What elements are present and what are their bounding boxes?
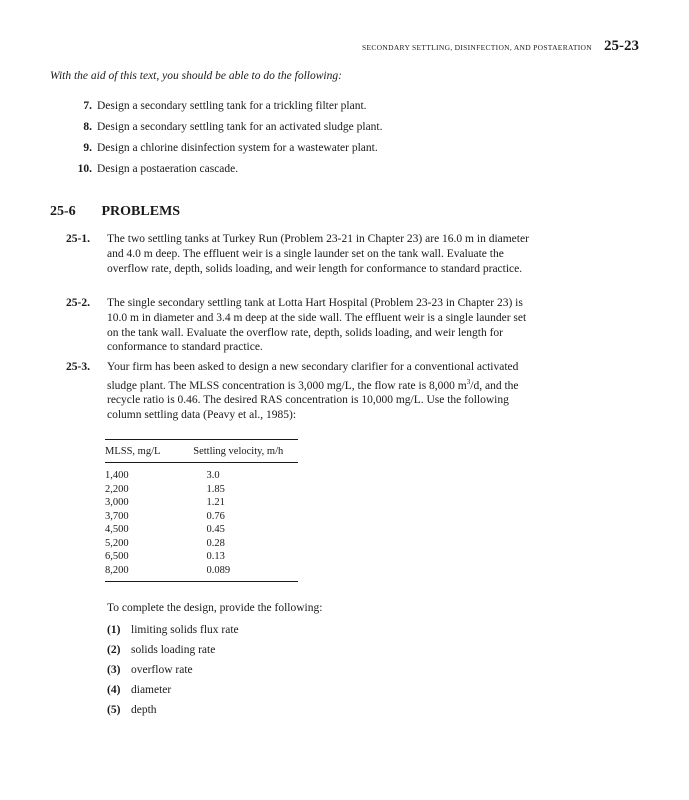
velocity-cell: 0.28 <box>206 537 225 549</box>
running-head <box>362 38 639 55</box>
objectives-intro: With the aid of this text, you should be able to do the following: <box>50 70 342 82</box>
velocity-cell: 0.76 <box>206 510 225 522</box>
velocity-cell: 0.089 <box>179 564 298 582</box>
mlss-cell: 3,700 <box>105 510 129 522</box>
problem-25-3 <box>50 360 540 423</box>
velocity-cell: 1.85 <box>206 483 225 495</box>
table-row <box>105 537 298 551</box>
table-row <box>105 564 298 582</box>
settling-data-table <box>105 439 298 582</box>
problem-text: The two settling tanks at Turkey Run (Problem 23-21 in Chapter 23) are 16.0 m in diameter and 4.0 m deep. The effluent weir is a single launder set on the tank wall. Evaluate the overflow rate, depth, solids loading, and weir length for conformance to standard practice. <box>107 233 529 275</box>
velocity-cell: 3.0 <box>206 470 220 481</box>
requirement-number: (4) <box>107 684 121 696</box>
requirement-text: diameter <box>131 684 172 696</box>
problem-number: 25-3. <box>66 361 90 373</box>
table-header-row <box>105 440 298 463</box>
table-row <box>105 483 298 497</box>
design-intro: To complete the design, provide the following: <box>107 602 323 614</box>
requirement-number: (5) <box>107 704 121 716</box>
problem-number: 25-2. <box>66 297 90 309</box>
objective-number: 8. <box>83 121 92 133</box>
requirement-number: (1) <box>107 624 121 636</box>
velocity-cell: 0.45 <box>206 524 225 535</box>
objective-number: 7. <box>83 100 92 112</box>
mlss-cell: 4,500 <box>105 524 129 535</box>
column-header-mlss: MLSS, mg/L <box>105 440 179 463</box>
mlss-cell: 8,200 <box>105 564 179 582</box>
mlss-cell: 5,200 <box>105 537 129 549</box>
column-header-velocity: Settling velocity, m/h <box>179 440 298 463</box>
mlss-cell: 3,000 <box>105 497 129 508</box>
superscript: 3 <box>466 377 471 386</box>
objective-text: Design a chlorine disinfection system for a wastewater plant. <box>97 142 378 154</box>
mlss-cell: 6,500 <box>105 551 129 562</box>
problem-text-part: /d, and the recycle ratio is 0.46. The desired RAS concentration is 10,000 mg/L. Use the following column settling data (Peavy et al., 1985): <box>107 379 519 422</box>
page-number: 25-23 <box>604 38 639 54</box>
requirement-text: solids loading rate <box>131 644 216 656</box>
table-row <box>105 510 298 524</box>
objective-number: 9. <box>83 142 92 154</box>
requirement-number: (2) <box>107 644 121 656</box>
mlss-cell: 2,200 <box>105 483 129 495</box>
problem-25-1 <box>50 232 540 276</box>
objective-text: Design a postaeration cascade. <box>97 163 239 175</box>
velocity-cell: 0.13 <box>206 551 225 562</box>
problem-text <box>107 360 540 423</box>
requirement-text: depth <box>131 704 157 716</box>
problem-text-part: Your firm has been asked to design a new secondary clarifier for a conventional activated sludge plant. The MLSS concentration is 3,000 mg/L, the flow rate is 8,000 m <box>107 361 519 392</box>
velocity-cell: 1.21 <box>206 497 225 508</box>
table-row <box>105 550 298 564</box>
running-title: SECONDARY SETTLING, DISINFECTION, AND POSTAERATION <box>362 43 592 52</box>
objective-number: 10. <box>77 163 92 175</box>
requirement-number: (3) <box>107 664 121 676</box>
requirement-text: limiting solids flux rate <box>131 624 239 636</box>
objective-text: Design a secondary settling tank for an activated sludge plant. <box>97 121 383 133</box>
problem-text: The single secondary settling tank at Lotta Hart Hospital (Problem 23-23 in Chapter 23) is 10.0 m in diameter and 3.4 m deep at the side wall. The effluent weir is a single launder set on the tank wall. Evaluate the overflow rate, depth, solids loading, and weir length for conformance to standard practice. <box>107 297 527 354</box>
table-row <box>105 463 298 483</box>
section-heading <box>50 204 180 220</box>
problem-25-2 <box>50 296 540 355</box>
problem-number: 25-1. <box>66 233 90 245</box>
mlss-cell: 1,400 <box>105 470 129 481</box>
table-row <box>105 496 298 510</box>
table-row <box>105 523 298 537</box>
section-number: 25-6 <box>50 204 76 219</box>
requirement-text: overflow rate <box>131 664 193 676</box>
objective-text: Design a secondary settling tank for a trickling filter plant. <box>97 100 367 112</box>
section-title: PROBLEMS <box>101 204 181 219</box>
